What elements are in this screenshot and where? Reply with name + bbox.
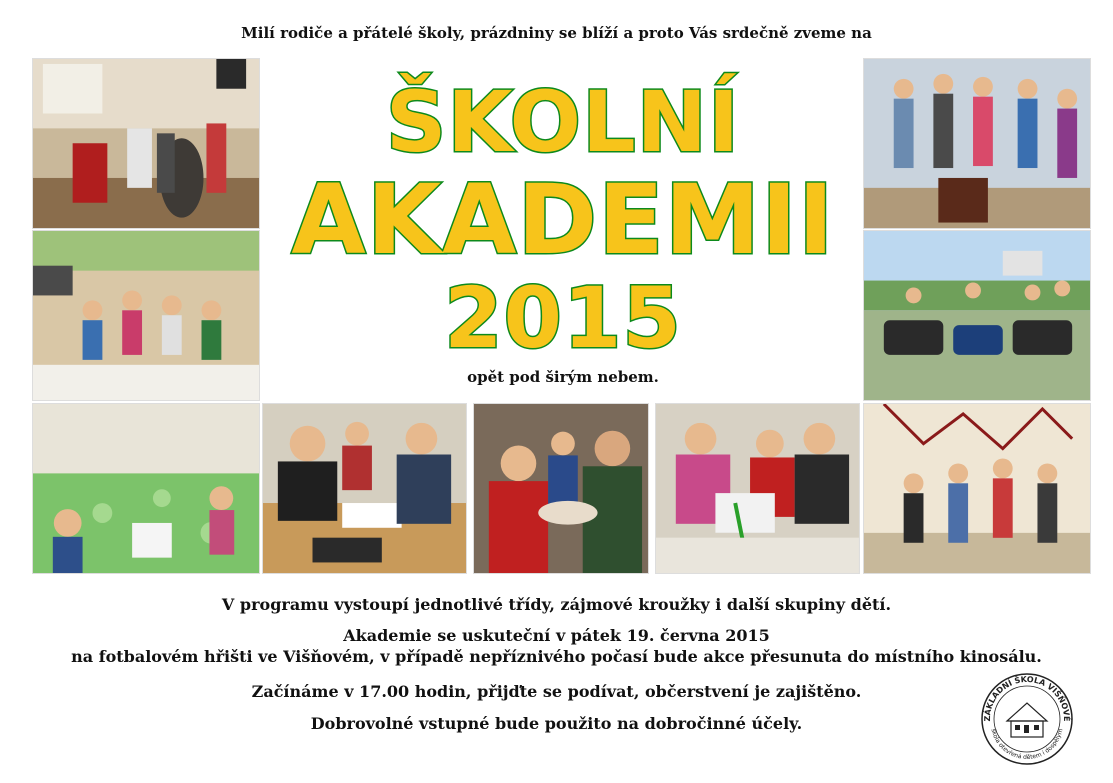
info-location: na fotbalovém hřišti ve Višňovém, v případě nepříznivého počasí bude akce přesunuta do místního kinosálu. (71, 647, 1042, 666)
photo-students-drawing (655, 403, 860, 574)
title-line-skolni: ŠKOLNÍ (385, 73, 741, 171)
info-date: Akademie se uskuteční v pátek 19. června 2015 (343, 626, 770, 645)
photo-reading-floor (32, 403, 260, 574)
stamp-bottom-text: škola otevřená dětem i dospělým (989, 727, 1065, 762)
photo-classroom-kids (32, 230, 260, 401)
title-line-year: 2015 (444, 269, 682, 367)
stamp-top-text: ZÁKLADNÍ ŠKOLA VIŠŇOVÉ (982, 674, 1072, 722)
photo-ferret-visit (473, 403, 649, 574)
invitation-intro: Milí rodiče a přátelé školy, prázdniny se blíží a proto Vás srdečně zveme na (241, 24, 872, 42)
photo-stage-performance (32, 58, 260, 229)
title-subtitle: opět pod širým nebem. (467, 368, 659, 386)
title-line-akademii: AKADEMII (291, 164, 835, 276)
photo-group-decorated (863, 403, 1091, 574)
info-program: V programu vystoupí jednotlivé třídy, zájmové kroužky i další skupiny dětí. (221, 595, 892, 614)
photo-kids-watching (863, 58, 1091, 229)
info-admission: Dobrovolné vstupné bude použito na dobročinné účely. (310, 714, 803, 733)
school-stamp-logo (979, 671, 1075, 767)
info-start-time: Začínáme v 17.00 hodin, přijďte se podívat, občerstvení je zajištěno. (251, 682, 862, 701)
photo-kids-quads (863, 230, 1091, 401)
photo-students-writing (262, 403, 467, 574)
